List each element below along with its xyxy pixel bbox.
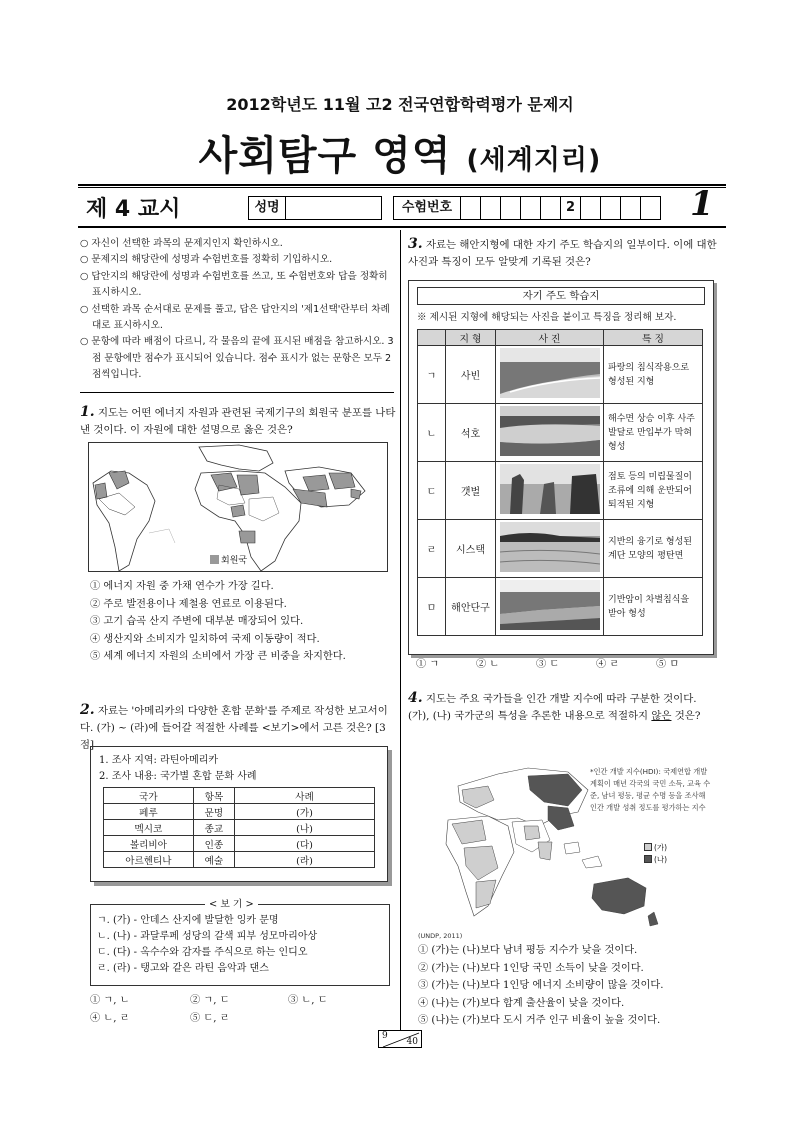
q1-choices [90,578,396,666]
bogi-item: ㄷ. (다) - 옥수수와 감자를 주식으로 하는 인디오 [97,947,308,958]
study-sheet [408,280,714,655]
landform-photo [496,578,604,636]
period-label: 제 4 교시 [86,197,181,222]
choice[interactable]: ⑤ ㅁ [656,659,680,670]
bogi-label: < 보 기 > [205,896,258,910]
landform-name: 사빈 [446,346,496,404]
page-current: 9 [382,1031,388,1041]
question-number: 2. [80,702,95,718]
table-row [418,462,703,520]
question-3 [408,236,718,271]
q3-choices [416,656,716,674]
choice[interactable]: ⑤ ㄷ, ㄹ [190,1012,230,1024]
study-sheet-title: 자기 주도 학습지 [417,287,705,305]
page-counter [378,1030,422,1048]
exam-title-sub: (세계지리) [466,145,602,176]
table-header: 사 진 [496,330,604,346]
row-mark: ㄱ [418,346,446,404]
question-number: 1. [80,404,95,420]
question-text: 자료는 해안지형에 대한 자기 주도 학습지의 일부이다. 이에 대한 사진과 특징이 모두 알맞게 기록된 것은? [408,239,717,268]
exam-number-cell[interactable] [621,196,641,220]
table-header-row [104,788,375,804]
coastal-terrace-photo [500,580,600,630]
bogi-item: ㄹ. (라) - 탱고와 같은 라틴 음악과 댄스 [97,963,269,974]
instruction-item: ○ 문항에 따라 배점이 다르니, 각 물음의 끝에 표시된 배점을 참고하시오. 3점 문항에만 점수가 표시되어 있습니다. 점수 표시가 없는 문항은 모두 2점씩입니다. [80,336,394,381]
row-mark: ㄷ [418,462,446,520]
page-total: 40 [406,1037,418,1047]
instructions [80,236,395,384]
question-4 [408,690,720,725]
choice[interactable]: ⑤ (나)는 (가)보다 도시 거주 인구 비율이 높을 것이다. [418,1015,661,1026]
bogi-item: ㄱ. (가) - 안데스 산지에 발달한 잉카 문명 [97,915,279,926]
exam-number-cell[interactable] [481,196,501,220]
table-cell: 멕시코 [104,820,194,836]
exam-number-label: 수험번호 [393,196,461,220]
q4-choices [418,942,720,1030]
lagoon-photo [500,406,600,456]
exam-number-cell[interactable] [521,196,541,220]
row-mark: ㄴ [418,404,446,462]
landform-photo [496,520,604,578]
q2-choices-col3 [288,992,388,1010]
choice[interactable]: ③ 고기 습곡 산지 주변에 대부분 매장되어 있다. [90,616,304,627]
table-cell: (나) [235,820,375,836]
landform-photo [496,404,604,462]
table-row [104,804,375,820]
name-field[interactable] [286,196,382,220]
instruction-item: ○ 답안지의 해당란에 성명과 수험번호를 쓰고, 또 수험번호와 답을 정확히 표시하시오. [80,270,388,299]
table-cell: 인종 [193,836,234,852]
row-mark: ㅁ [418,578,446,636]
instruction-item: ○ 문제지의 해당란에 성명과 수험번호를 정확히 기입하시오. [80,254,333,266]
landform-name: 시스택 [446,520,496,578]
report-line: 1. 조사 지역: 라틴아메리카 [99,755,219,766]
table-row [418,346,703,404]
choice[interactable]: ④ (나)는 (가)보다 합계 출산율이 낮을 것이다. [418,997,625,1009]
report-box [90,746,388,882]
choice[interactable]: ② (가)는 (나)보다 1인당 국민 소득이 낮을 것이다. [418,962,644,974]
choice[interactable]: ① ㄱ, ㄴ [90,995,130,1006]
header-bottom-rule [78,226,726,228]
sea-stack-photo [500,464,600,514]
table-row [104,852,375,868]
landform-name: 갯벌 [446,462,496,520]
choice[interactable]: ② 주로 발전용이나 제철용 연료로 이용된다. [90,598,287,610]
choice[interactable]: ② ㄱ, ㄷ [190,995,230,1006]
table-header: 지 형 [446,330,496,346]
q2-choices-col2 [190,992,290,1027]
landform-photo [496,462,604,520]
legend-label: 회원국 [221,556,248,566]
exam-number-cell[interactable] [581,196,601,220]
page-number: 1 [690,184,714,224]
table-row [104,836,375,852]
landform-name: 해안단구 [446,578,496,636]
table-cell: 페루 [104,804,194,820]
hdi-note: *인간 개발 지수(HDI): 국제연합 개발계획이 매년 각국의 국민 소득, 교육 수준, 남녀 평등, 평균 수명 등을 조사해 인간 개발 성취 정도를 평가하는 지수 [590,767,711,812]
table-header: 특 징 [604,330,703,346]
landform-desc: 점토 등의 미립물질이 조류에 의해 운반되어 퇴적된 지형 [604,462,703,520]
question-number: 4. [408,690,423,706]
legend-label: (나) [654,855,668,864]
choice[interactable]: ③ ㄷ [536,659,560,670]
table-row [104,820,375,836]
question-number: 3. [408,236,423,252]
name-label: 성명 [248,196,286,220]
hdi-map [418,756,714,940]
exam-number-cell[interactable] [461,196,481,220]
choice[interactable]: ③ (가)는 (나)보다 1인당 에너지 소비량이 많을 것이다. [418,980,664,991]
map-legend [644,842,667,866]
table-cell: 종교 [193,820,234,836]
landform-desc: 파랑의 침식작용으로 형성된 지형 [604,346,703,404]
bogi-item: ㄴ. (나) - 과달루페 성당의 갈색 피부 성모마리아상 [97,931,318,942]
choice[interactable]: ④ 생산지와 소비지가 일치하여 국제 이동량이 적다. [90,633,320,645]
header-rule [78,184,726,186]
question-1 [80,404,396,439]
question-text: 자료는 '아메리카의 다양한 혼합 문화'를 주제로 작성한 보고서이다. (가) ~ (라)에 들어갈 적절한 사례를 <보기>에서 고른 것은? [3점] [80,705,388,751]
table-row [418,520,703,578]
legend-label: (가) [654,843,668,852]
landform-desc: 해수면 상승 이후 사주 발달로 만입부가 막혀 형성 [604,404,703,462]
header-rule-thin [78,187,726,188]
legend-swatch [644,855,652,863]
exam-subtitle: 2012학년도 11월 고2 전국연합학력평가 문제지 [226,95,574,114]
table-cell: (다) [235,836,375,852]
instruction-item: ○ 선택한 과목 순서대로 문제를 풀고, 답은 답안지의 '제1선택'란부터 차례대로 표시하시오. [80,303,390,332]
landform-desc: 지반의 융기로 형성된 계단 모양의 평탄면 [604,520,703,578]
table-cell: 볼리비아 [104,836,194,852]
table-cell: (라) [235,852,375,868]
instructions-rule [80,392,394,393]
legend-item [644,842,667,854]
tidal-flat-photo [500,522,600,572]
table-header: 항목 [193,788,234,804]
legend-item [644,854,667,866]
legend-swatch [644,843,652,851]
bogi-box [90,904,390,986]
report-line: 2. 조사 내용: 국가별 혼합 문화 사례 [99,771,257,782]
q2-choices-col1 [90,992,200,1027]
exam-number-cell[interactable] [601,196,621,220]
question-text: 지도는 주요 국가들을 인간 개발 지수에 따라 구분한 것이다. (가), (나) 국가군의 특성을 추론한 내용으로 적절하지 않은 것은? [408,693,701,722]
question-text: 지도는 어떤 에너지 자원과 관련된 국제기구의 회원국 분포를 나타낸 것이다. 이 자원에 대한 설명으로 옳은 것은? [80,407,396,436]
exam-title-main: 사회탐구 영역 [198,133,452,179]
exam-number-cell[interactable] [541,196,561,220]
exam-number-cell[interactable]: 2 [561,196,581,220]
exam-number-cell[interactable] [641,196,661,220]
choice[interactable]: ③ ㄴ, ㄷ [288,995,328,1006]
exam-number-cell[interactable] [501,196,521,220]
table-cell: 문명 [193,804,234,820]
choice[interactable]: ④ ㄹ [596,659,620,670]
landform-name: 석호 [446,404,496,462]
choice[interactable]: ② ㄴ [476,659,500,670]
instruction-item: ○ 자신이 선택한 과목의 문제지인지 확인하시오. [80,238,283,249]
table-header [418,330,446,346]
report-table [103,787,375,868]
table-header: 사례 [235,788,375,804]
table-header-row [418,330,703,346]
exam-title [0,124,800,181]
study-sheet-note: ※ 제시된 지형에 해당되는 사진을 붙이고 특징을 정리해 보자. [417,312,677,323]
table-cell: 아르헨티나 [104,852,194,868]
landform-photo [496,346,604,404]
map-source: (UNDP, 2011) [418,932,463,940]
map-legend [210,553,247,566]
table-cell: 예술 [193,852,234,868]
table-header: 국가 [104,788,194,804]
choice[interactable]: ④ ㄴ, ㄹ [90,1012,130,1024]
table-row [418,404,703,462]
choice[interactable]: ① (가)는 (나)보다 남녀 평등 지수가 낮을 것이다. [418,945,638,956]
row-mark: ㄹ [418,520,446,578]
choice[interactable]: ① 에너지 자원 중 가채 연수가 가장 길다. [90,581,274,592]
landform-desc: 기반암이 차별침식을 받아 형성 [604,578,703,636]
choice[interactable]: ⑤ 세계 에너지 자원의 소비에서 가장 큰 비중을 차지한다. [90,651,346,662]
table-row [418,578,703,636]
emphasis-underline: 않은 [651,710,672,722]
table-cell: (가) [235,804,375,820]
landform-table [417,329,703,636]
exam-number-field[interactable] [461,196,661,220]
legend-swatch [210,555,219,564]
beach-photo [500,348,600,398]
choice[interactable]: ① ㄱ [416,659,440,670]
column-divider [400,230,401,1030]
